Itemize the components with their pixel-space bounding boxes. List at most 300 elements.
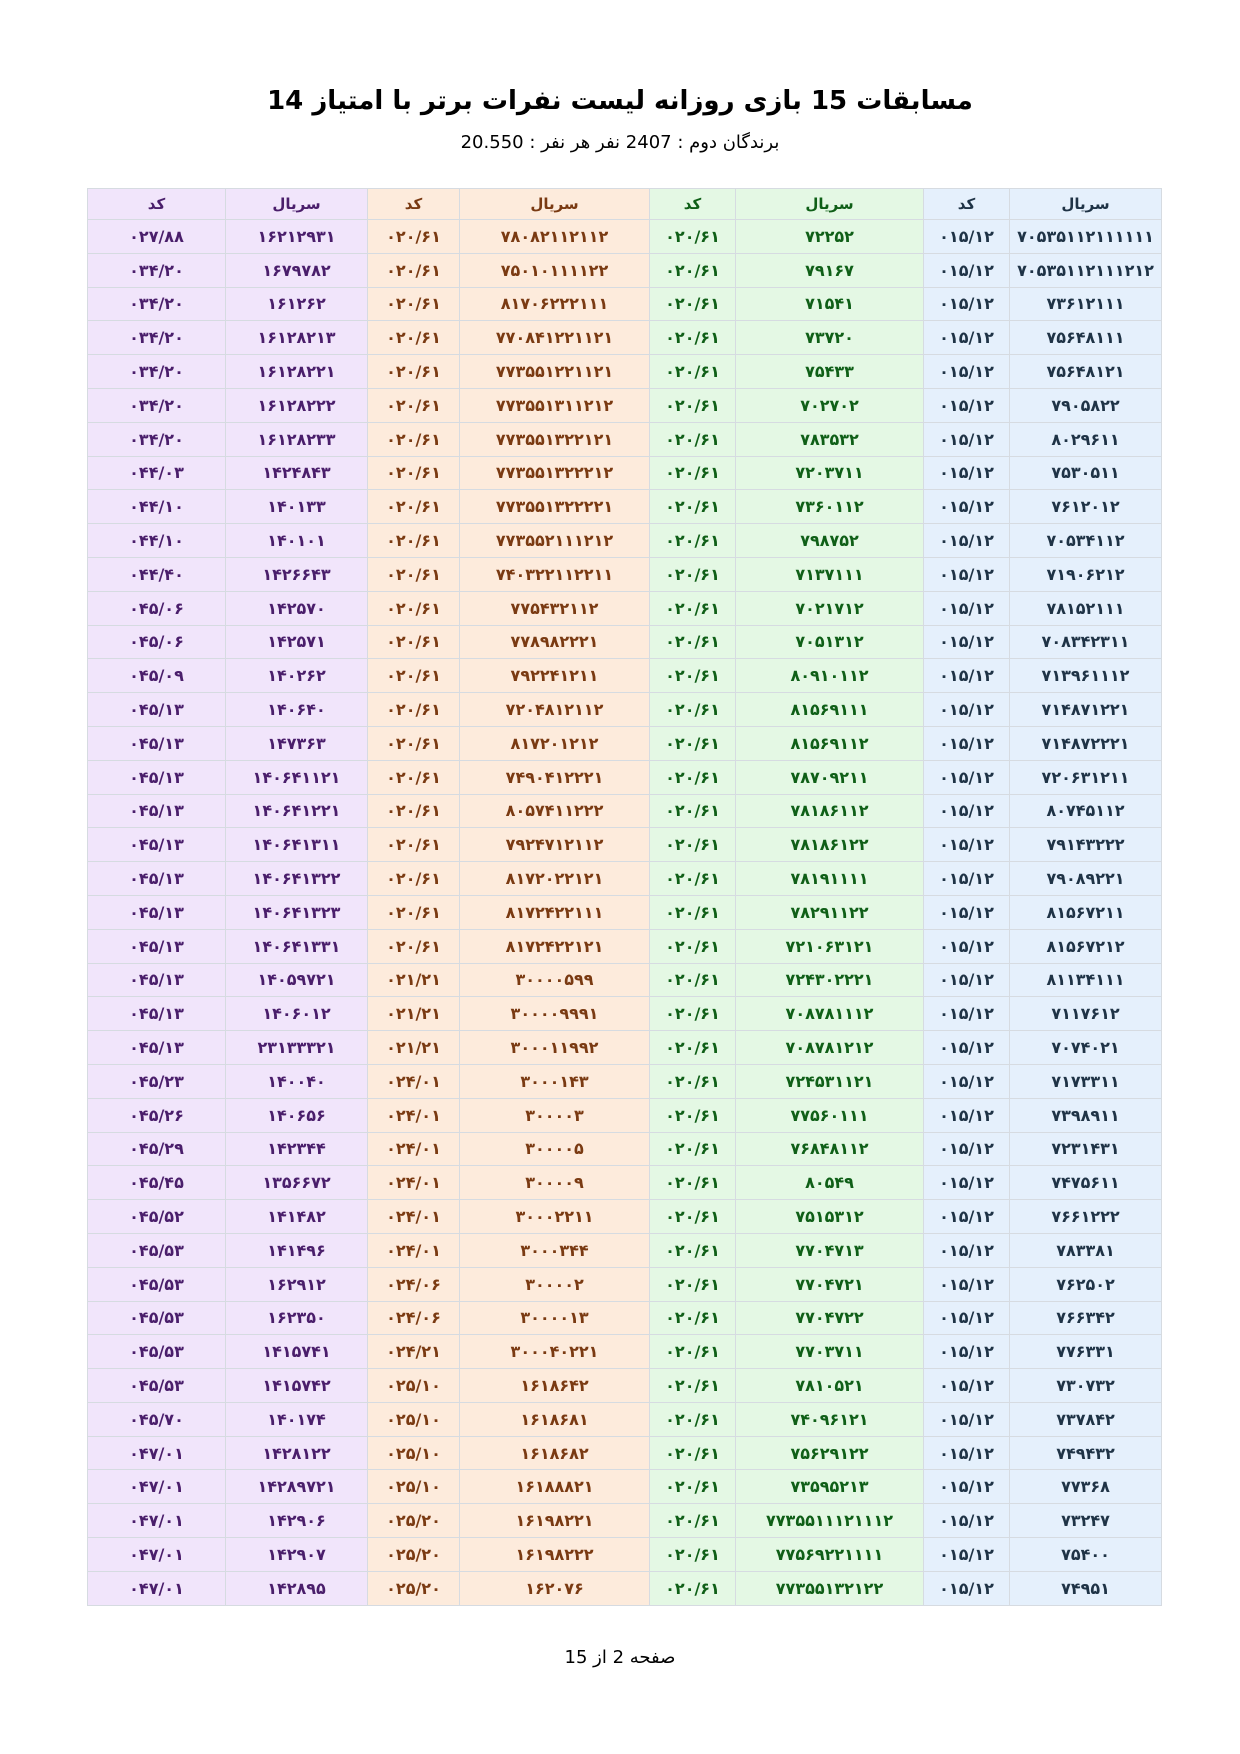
column-header-code: کد	[368, 189, 460, 220]
code-cell: ۰۴۵/۰۶	[88, 625, 226, 659]
code-cell: ۰۳۴/۲۰	[88, 287, 226, 321]
serial-cell: ۷۷۳۵۵۱۱۱۲۱۱۱۲	[736, 1504, 924, 1538]
serial-cell: ۷۹۸۷۵۲	[736, 524, 924, 558]
serial-cell: ۱۶۱۹۸۲۲۲	[460, 1538, 650, 1572]
table-row	[88, 828, 1162, 862]
column-header-serial: سریال	[226, 189, 368, 220]
column-header-serial: سریال	[1010, 189, 1162, 220]
code-cell: ۰۲۰/۶۱	[368, 929, 460, 963]
code-cell: ۰۲۴/۰۱	[368, 1166, 460, 1200]
table-row	[88, 524, 1162, 558]
serial-cell: ۱۶۲۰۷۶	[460, 1571, 650, 1605]
table-row	[88, 659, 1162, 693]
code-cell: ۰۴۷/۰۱	[88, 1436, 226, 1470]
code-cell: ۰۱۵/۱۲	[924, 287, 1010, 321]
code-cell: ۰۲۰/۶۱	[368, 625, 460, 659]
code-cell: ۰۲۵/۲۰	[368, 1571, 460, 1605]
page-title: مسابقات 15 بازی روزانه لیست نفرات برتر با امتیاز 14	[267, 86, 973, 116]
code-cell: ۰۴۵/۵۳	[88, 1335, 226, 1369]
serial-cell: ۷۵۴۰۰	[1010, 1538, 1162, 1572]
column-header-code: کد	[88, 189, 226, 220]
table-row	[88, 1132, 1162, 1166]
serial-cell: ۷۳۷۸۴۲	[1010, 1402, 1162, 1436]
serial-cell: ۱۶۱۲۸۲۳۳	[226, 422, 368, 456]
table-body	[88, 220, 1162, 1606]
serial-cell: ۱۴۲۹۰۷	[226, 1538, 368, 1572]
code-cell: ۰۲۰/۶۱	[650, 1402, 736, 1436]
code-cell: ۰۴۵/۵۳	[88, 1233, 226, 1267]
serial-cell: ۷۳۹۸۹۱۱	[1010, 1098, 1162, 1132]
code-cell: ۰۱۵/۱۲	[924, 929, 1010, 963]
table-row	[88, 760, 1162, 794]
code-cell: ۰۲۰/۶۱	[368, 760, 460, 794]
serial-cell: ۷۵۶۴۸۱۲۱	[1010, 355, 1162, 389]
table-header-row	[88, 189, 1162, 220]
serial-cell: ۳۰۰۰۰۱۳	[460, 1301, 650, 1335]
code-cell: ۰۲۰/۶۱	[650, 929, 736, 963]
serial-cell: ۷۸۱۰۵۲۱	[736, 1369, 924, 1403]
serial-cell: ۷۷۰۸۴۱۲۲۱۱۲۱	[460, 321, 650, 355]
code-cell: ۰۱۵/۱۲	[924, 321, 1010, 355]
serial-cell: ۳۰۰۰۰۳	[460, 1098, 650, 1132]
serial-cell: ۱۴۰۵۹۷۲۱	[226, 963, 368, 997]
code-cell: ۰۴۵/۱۳	[88, 693, 226, 727]
table-row	[88, 895, 1162, 929]
code-cell: ۰۴۷/۰۱	[88, 1571, 226, 1605]
code-cell: ۰۱۵/۱۲	[924, 625, 1010, 659]
serial-cell: ۷۴۷۵۶۱۱	[1010, 1166, 1162, 1200]
serial-cell: ۷۴۹۵۱	[1010, 1571, 1162, 1605]
code-cell: ۰۱۵/۱۲	[924, 1267, 1010, 1301]
code-cell: ۰۴۵/۵۲	[88, 1200, 226, 1234]
serial-cell: ۷۱۹۰۶۲۱۲	[1010, 557, 1162, 591]
serial-cell: ۳۰۰۰۰۹	[460, 1166, 650, 1200]
serial-cell: ۱۶۱۸۶۴۲	[460, 1369, 650, 1403]
serial-cell: ۷۶۸۴۸۱۱۲	[736, 1132, 924, 1166]
table-row	[88, 490, 1162, 524]
code-cell: ۰۲۰/۶۱	[368, 895, 460, 929]
serial-cell: ۷۰۸۷۸۱۱۱۲	[736, 997, 924, 1031]
table-row	[88, 1233, 1162, 1267]
table-row	[88, 693, 1162, 727]
serial-cell: ۷۰۵۳۴۱۱۲	[1010, 524, 1162, 558]
serial-cell: ۱۴۰۶۰۱۲	[226, 997, 368, 1031]
code-cell: ۰۲۰/۶۱	[368, 490, 460, 524]
serial-cell: ۷۷۳۵۵۱۳۲۲۲۱۲	[460, 456, 650, 490]
serial-cell: ۱۴۲۴۸۴۳	[226, 456, 368, 490]
serial-cell: ۱۴۰۲۶۲	[226, 659, 368, 693]
code-cell: ۰۱۵/۱۲	[924, 1571, 1010, 1605]
code-cell: ۰۲۰/۶۱	[650, 997, 736, 1031]
serial-cell: ۷۶۱۲۰۱۲	[1010, 490, 1162, 524]
code-cell: ۰۴۷/۰۱	[88, 1504, 226, 1538]
serial-cell: ۱۴۱۵۷۴۲	[226, 1369, 368, 1403]
code-cell: ۰۲۱/۲۱	[368, 997, 460, 1031]
serial-cell: ۷۸۳۳۸۱	[1010, 1233, 1162, 1267]
code-cell: ۰۲۱/۲۱	[368, 963, 460, 997]
code-cell: ۰۴۵/۲۳	[88, 1064, 226, 1098]
serial-cell: ۷۱۳۹۶۱۱۱۲	[1010, 659, 1162, 693]
serial-cell: ۷۹۱۴۳۲۲۲	[1010, 828, 1162, 862]
serial-cell: ۷۲۴۳۰۲۲۲۱	[736, 963, 924, 997]
serial-cell: ۱۶۲۹۱۲	[226, 1267, 368, 1301]
code-cell: ۰۲۰/۶۱	[368, 557, 460, 591]
code-cell: ۰۲۰/۶۱	[650, 693, 736, 727]
serial-cell: ۷۲۰۳۷۱۱	[736, 456, 924, 490]
serial-cell: ۱۴۱۴۹۶	[226, 1233, 368, 1267]
column-header-serial: سریال	[460, 189, 650, 220]
code-cell: ۰۱۵/۱۲	[924, 895, 1010, 929]
code-cell: ۰۳۴/۲۰	[88, 422, 226, 456]
code-cell: ۰۲۰/۶۱	[368, 862, 460, 896]
table-row	[88, 1301, 1162, 1335]
code-cell: ۰۴۵/۱۳	[88, 929, 226, 963]
serial-cell: ۷۶۶۳۴۲	[1010, 1301, 1162, 1335]
table-row	[88, 929, 1162, 963]
table-row	[88, 1402, 1162, 1436]
serial-cell: ۸۱۷۲۴۲۲۱۲۱	[460, 929, 650, 963]
code-cell: ۰۲۰/۶۱	[650, 1233, 736, 1267]
code-cell: ۰۱۵/۱۲	[924, 1301, 1010, 1335]
table-row	[88, 1200, 1162, 1234]
serial-cell: ۷۷۸۹۸۲۲۲۱	[460, 625, 650, 659]
serial-cell: ۷۷۳۵۵۱۳۲۱۲۲	[736, 1571, 924, 1605]
table-row	[88, 388, 1162, 422]
code-cell: ۰۲۰/۶۱	[650, 591, 736, 625]
serial-cell: ۷۹۲۲۴۱۲۱۱	[460, 659, 650, 693]
code-cell: ۰۲۰/۶۱	[650, 625, 736, 659]
serial-cell: ۱۴۰۶۴۱۳۲۲	[226, 862, 368, 896]
serial-cell: ۷۹۲۴۷۱۲۱۱۲	[460, 828, 650, 862]
serial-cell: ۱۴۰۱۰۱	[226, 524, 368, 558]
serial-cell: ۱۴۰۱۷۴	[226, 1402, 368, 1436]
page-number: صفحه 2 از 15	[564, 1647, 676, 1668]
serial-cell: ۷۴۹۴۳۲	[1010, 1436, 1162, 1470]
serial-cell: ۱۴۲۸۹۷۲۱	[226, 1470, 368, 1504]
table-row	[88, 862, 1162, 896]
code-cell: ۰۱۵/۱۲	[924, 794, 1010, 828]
table-row	[88, 1064, 1162, 1098]
code-cell: ۰۲۰/۶۱	[368, 659, 460, 693]
serial-cell: ۲۳۱۳۳۳۲۱	[226, 1031, 368, 1065]
table-row	[88, 1335, 1162, 1369]
code-cell: ۰۲۰/۶۱	[650, 760, 736, 794]
code-cell: ۰۱۵/۱۲	[924, 963, 1010, 997]
code-cell: ۰۳۴/۲۰	[88, 388, 226, 422]
serial-cell: ۷۰۲۱۷۱۲	[736, 591, 924, 625]
code-cell: ۰۲۰/۶۱	[368, 726, 460, 760]
code-cell: ۰۲۰/۶۱	[368, 220, 460, 254]
code-cell: ۰۲۰/۶۱	[650, 1335, 736, 1369]
serial-cell: ۷۸۱۹۱۱۱۱	[736, 862, 924, 896]
code-cell: ۰۲۴/۰۱	[368, 1132, 460, 1166]
column-header-serial: سریال	[736, 189, 924, 220]
code-cell: ۰۲۰/۶۱	[650, 1436, 736, 1470]
serial-cell: ۱۴۲۵۷۰	[226, 591, 368, 625]
serial-cell: ۷۵۴۳۳	[736, 355, 924, 389]
serial-cell: ۷۸۱۵۲۱۱۱	[1010, 591, 1162, 625]
serial-cell: ۱۴۰۶۵۶	[226, 1098, 368, 1132]
code-cell: ۰۲۰/۶۱	[368, 355, 460, 389]
serial-cell: ۳۰۰۰۰۹۹۹۱	[460, 997, 650, 1031]
code-cell: ۰۲۰/۶۱	[650, 1538, 736, 1572]
table-row	[88, 422, 1162, 456]
code-cell: ۰۴۴/۱۰	[88, 490, 226, 524]
serial-cell: ۸۱۷۲۴۲۲۱۱۱	[460, 895, 650, 929]
table-row	[88, 1267, 1162, 1301]
code-cell: ۰۴۵/۱۳	[88, 895, 226, 929]
code-cell: ۰۴۷/۰۱	[88, 1538, 226, 1572]
serial-cell: ۸۱۵۶۹۱۱۲	[736, 726, 924, 760]
serial-cell: ۷۳۶۰۱۱۲	[736, 490, 924, 524]
serial-cell: ۷۳۵۹۵۲۱۳	[736, 1470, 924, 1504]
code-cell: ۰۲۰/۶۱	[368, 591, 460, 625]
column-header-code: کد	[650, 189, 736, 220]
serial-cell: ۷۰۲۷۰۲	[736, 388, 924, 422]
code-cell: ۰۴۴/۴۰	[88, 557, 226, 591]
serial-cell: ۷۴۰۹۶۱۲۱	[736, 1402, 924, 1436]
code-cell: ۰۱۵/۱۲	[924, 726, 1010, 760]
code-cell: ۰۱۵/۱۲	[924, 1538, 1010, 1572]
serial-cell: ۷۴۰۳۲۲۱۱۲۲۱۱	[460, 557, 650, 591]
table-row	[88, 1031, 1162, 1065]
code-cell: ۰۱۵/۱۲	[924, 1166, 1010, 1200]
serial-cell: ۷۰۷۴۰۲۱	[1010, 1031, 1162, 1065]
serial-cell: ۸۱۷۲۰۲۲۱۲۱	[460, 862, 650, 896]
code-cell: ۰۲۴/۲۱	[368, 1335, 460, 1369]
code-cell: ۰۲۰/۶۱	[368, 388, 460, 422]
code-cell: ۰۲۰/۶۱	[650, 287, 736, 321]
code-cell: ۰۲۰/۶۱	[368, 456, 460, 490]
code-cell: ۰۴۵/۷۰	[88, 1402, 226, 1436]
code-cell: ۰۲۰/۶۱	[650, 1470, 736, 1504]
serial-cell: ۸۰۲۹۶۱۱	[1010, 422, 1162, 456]
code-cell: ۰۱۵/۱۲	[924, 1335, 1010, 1369]
code-cell: ۰۴۵/۴۵	[88, 1166, 226, 1200]
code-cell: ۰۲۰/۶۱	[650, 456, 736, 490]
serial-cell: ۷۲۰۶۳۱۲۱۱	[1010, 760, 1162, 794]
table-row	[88, 591, 1162, 625]
serial-cell: ۷۰۵۳۵۱۱۲۱۱۱۲۱۲	[1010, 253, 1162, 287]
table-row	[88, 997, 1162, 1031]
code-cell: ۰۴۵/۱۳	[88, 760, 226, 794]
code-cell: ۰۲۰/۶۱	[650, 1098, 736, 1132]
code-cell: ۰۲۰/۶۱	[368, 828, 460, 862]
serial-cell: ۸۱۵۶۹۱۱۱	[736, 693, 924, 727]
code-cell: ۰۱۵/۱۲	[924, 997, 1010, 1031]
code-cell: ۰۲۵/۱۰	[368, 1402, 460, 1436]
serial-cell: ۷۵۶۲۹۱۲۲	[736, 1436, 924, 1470]
serial-cell: ۳۰۰۰۴۰۲۲۱	[460, 1335, 650, 1369]
serial-cell: ۸۱۷۲۰۱۲۱۲	[460, 726, 650, 760]
table-row	[88, 963, 1162, 997]
serial-cell: ۷۷۰۴۷۲۱	[736, 1267, 924, 1301]
code-cell: ۰۲۰/۶۱	[650, 963, 736, 997]
serial-cell: ۷۱۴۸۷۱۲۲۱	[1010, 693, 1162, 727]
code-cell: ۰۲۰/۶۱	[650, 524, 736, 558]
serial-cell: ۷۱۱۷۶۱۲	[1010, 997, 1162, 1031]
code-cell: ۰۲۰/۶۱	[650, 220, 736, 254]
code-cell: ۰۲۷/۸۸	[88, 220, 226, 254]
serial-cell: ۱۴۲۵۷۱	[226, 625, 368, 659]
serial-cell: ۷۰۵۱۳۱۲	[736, 625, 924, 659]
code-cell: ۰۲۵/۱۰	[368, 1470, 460, 1504]
code-cell: ۰۳۴/۲۰	[88, 253, 226, 287]
code-cell: ۰۲۰/۶۱	[650, 726, 736, 760]
code-cell: ۰۴۵/۵۳	[88, 1369, 226, 1403]
code-cell: ۰۲۵/۲۰	[368, 1504, 460, 1538]
table-row	[88, 1369, 1162, 1403]
serial-cell: ۸۱۷۰۶۲۲۲۱۱۱	[460, 287, 650, 321]
code-cell: ۰۲۰/۶۱	[368, 321, 460, 355]
code-cell: ۰۴۵/۰۹	[88, 659, 226, 693]
serial-cell: ۷۸۱۸۶۱۲۲	[736, 828, 924, 862]
serial-cell: ۷۳۲۴۷	[1010, 1504, 1162, 1538]
code-cell: ۰۴۵/۰۶	[88, 591, 226, 625]
serial-cell: ۷۷۳۵۵۱۳۱۱۲۱۲	[460, 388, 650, 422]
code-cell: ۰۱۵/۱۲	[924, 557, 1010, 591]
code-cell: ۰۲۵/۱۰	[368, 1436, 460, 1470]
serial-cell: ۱۶۱۲۸۲۲۲	[226, 388, 368, 422]
serial-cell: ۷۸۱۸۶۱۱۲	[736, 794, 924, 828]
serial-cell: ۳۰۰۰۰۲	[460, 1267, 650, 1301]
code-cell: ۰۱۵/۱۲	[924, 388, 1010, 422]
code-cell: ۰۲۰/۶۱	[650, 1200, 736, 1234]
serial-cell: ۷۹۱۶۷	[736, 253, 924, 287]
serial-cell: ۳۰۰۰۳۴۴	[460, 1233, 650, 1267]
table-row	[88, 557, 1162, 591]
code-cell: ۰۲۰/۶۱	[368, 524, 460, 558]
code-cell: ۰۲۰/۶۱	[650, 659, 736, 693]
table-row	[88, 794, 1162, 828]
table-row	[88, 625, 1162, 659]
code-cell: ۰۲۰/۶۱	[650, 490, 736, 524]
code-cell: ۰۴۵/۱۳	[88, 828, 226, 862]
serial-cell: ۷۲۴۵۳۱۱۲۱	[736, 1064, 924, 1098]
table-row	[88, 726, 1162, 760]
serial-cell: ۷۹۰۵۸۲۲	[1010, 388, 1162, 422]
serial-cell: ۷۸۰۸۲۱۱۲۱۱۲	[460, 220, 650, 254]
serial-cell: ۷۳۷۲۰	[736, 321, 924, 355]
code-cell: ۰۲۰/۶۱	[368, 794, 460, 828]
serial-cell: ۷۵۳۰۵۱۱	[1010, 456, 1162, 490]
table-row	[88, 1436, 1162, 1470]
code-cell: ۰۲۰/۶۱	[650, 253, 736, 287]
table-row	[88, 1098, 1162, 1132]
serial-cell: ۸۰۵۴۹	[736, 1166, 924, 1200]
serial-cell: ۷۷۰۳۷۱۱	[736, 1335, 924, 1369]
serial-cell: ۷۲۱۰۶۳۱۲۱	[736, 929, 924, 963]
serial-cell: ۱۴۰۶۴۱۱۲۱	[226, 760, 368, 794]
serial-cell: ۷۵۶۴۸۱۱۱	[1010, 321, 1162, 355]
serial-cell: ۱۶۷۹۷۸۲	[226, 253, 368, 287]
code-cell: ۰۲۰/۶۱	[650, 794, 736, 828]
serial-cell: ۷۲۳۱۴۳۱	[1010, 1132, 1162, 1166]
code-cell: ۰۴۵/۵۳	[88, 1267, 226, 1301]
serial-cell: ۷۷۳۵۵۱۳۲۲۱۲۱	[460, 422, 650, 456]
serial-cell: ۷۷۳۵۵۱۳۲۲۲۲۱	[460, 490, 650, 524]
serial-cell: ۱۴۰۶۴۱۳۱۱	[226, 828, 368, 862]
serial-cell: ۸۱۵۶۷۲۱۱	[1010, 895, 1162, 929]
code-cell: ۰۲۰/۶۱	[650, 1132, 736, 1166]
serial-cell: ۷۱۳۷۱۱۱	[736, 557, 924, 591]
code-cell: ۰۲۴/۰۱	[368, 1098, 460, 1132]
code-cell: ۰۴۵/۱۳	[88, 963, 226, 997]
serial-cell: ۷۱۴۸۷۲۲۲۱	[1010, 726, 1162, 760]
code-cell: ۰۲۴/۰۶	[368, 1301, 460, 1335]
serial-cell: ۷۰۸۳۴۲۳۱۱	[1010, 625, 1162, 659]
table-row	[88, 1571, 1162, 1605]
serial-cell: ۷۰۵۳۵۱۱۲۱۱۱۱۱۱	[1010, 220, 1162, 254]
serial-cell: ۷۷۳۶۸	[1010, 1470, 1162, 1504]
code-cell: ۰۲۱/۲۱	[368, 1031, 460, 1065]
code-cell: ۰۴۵/۱۳	[88, 1031, 226, 1065]
code-cell: ۰۲۰/۶۱	[650, 1504, 736, 1538]
serial-cell: ۱۶۱۲۸۲۲۱	[226, 355, 368, 389]
table-row	[88, 321, 1162, 355]
serial-cell: ۸۱۵۶۷۲۱۲	[1010, 929, 1162, 963]
serial-cell: ۷۲۰۴۸۱۲۱۱۲	[460, 693, 650, 727]
code-cell: ۰۲۰/۶۱	[650, 1064, 736, 1098]
serial-cell: ۱۶۱۲۶۲	[226, 287, 368, 321]
code-cell: ۰۲۰/۶۱	[650, 321, 736, 355]
serial-cell: ۷۱۷۳۳۱۱	[1010, 1064, 1162, 1098]
code-cell: ۰۲۰/۶۱	[650, 1166, 736, 1200]
code-cell: ۰۱۵/۱۲	[924, 456, 1010, 490]
code-cell: ۰۱۵/۱۲	[924, 1402, 1010, 1436]
code-cell: ۰۱۵/۱۲	[924, 760, 1010, 794]
column-header-code: کد	[924, 189, 1010, 220]
table-row	[88, 220, 1162, 254]
serial-cell: ۱۶۱۹۸۲۲۱	[460, 1504, 650, 1538]
table-row	[88, 1538, 1162, 1572]
code-cell: ۰۴۷/۰۱	[88, 1470, 226, 1504]
serial-cell: ۷۴۹۰۴۱۲۲۲۱	[460, 760, 650, 794]
code-cell: ۰۱۵/۱۲	[924, 693, 1010, 727]
serial-cell: ۱۳۵۶۶۷۲	[226, 1166, 368, 1200]
code-cell: ۰۲۴/۰۱	[368, 1233, 460, 1267]
code-cell: ۰۱۵/۱۲	[924, 828, 1010, 862]
code-cell: ۰۲۰/۶۱	[650, 828, 736, 862]
code-cell: ۰۲۰/۶۱	[650, 388, 736, 422]
code-cell: ۰۲۰/۶۱	[368, 422, 460, 456]
serial-cell: ۷۷۰۴۷۱۳	[736, 1233, 924, 1267]
code-cell: ۰۱۵/۱۲	[924, 1098, 1010, 1132]
code-cell: ۰۱۵/۱۲	[924, 355, 1010, 389]
serial-cell: ۱۴۰۱۳۳	[226, 490, 368, 524]
serial-cell: ۱۴۲۹۰۶	[226, 1504, 368, 1538]
code-cell: ۰۲۰/۶۱	[650, 355, 736, 389]
code-cell: ۰۴۵/۱۳	[88, 997, 226, 1031]
serial-cell: ۷۷۰۴۷۲۲	[736, 1301, 924, 1335]
code-cell: ۰۳۴/۲۰	[88, 321, 226, 355]
serial-cell: ۱۶۱۸۶۸۲	[460, 1436, 650, 1470]
page-subtitle: برندگان دوم : 2407 نفر هر نفر : 20.550	[460, 132, 780, 153]
serial-cell: ۷۳۰۷۳۲	[1010, 1369, 1162, 1403]
serial-cell: ۳۰۰۰۰۵۹۹	[460, 963, 650, 997]
table-row	[88, 287, 1162, 321]
code-cell: ۰۴۵/۱۳	[88, 794, 226, 828]
code-cell: ۰۱۵/۱۲	[924, 1200, 1010, 1234]
code-cell: ۰۲۰/۶۱	[650, 1267, 736, 1301]
code-cell: ۰۲۴/۰۱	[368, 1200, 460, 1234]
code-cell: ۰۱۵/۱۲	[924, 1064, 1010, 1098]
code-cell: ۰۲۰/۶۱	[650, 895, 736, 929]
code-cell: ۰۲۰/۶۱	[650, 862, 736, 896]
table-row	[88, 456, 1162, 490]
code-cell: ۰۱۵/۱۲	[924, 1031, 1010, 1065]
code-cell: ۰۲۰/۶۱	[650, 1031, 736, 1065]
